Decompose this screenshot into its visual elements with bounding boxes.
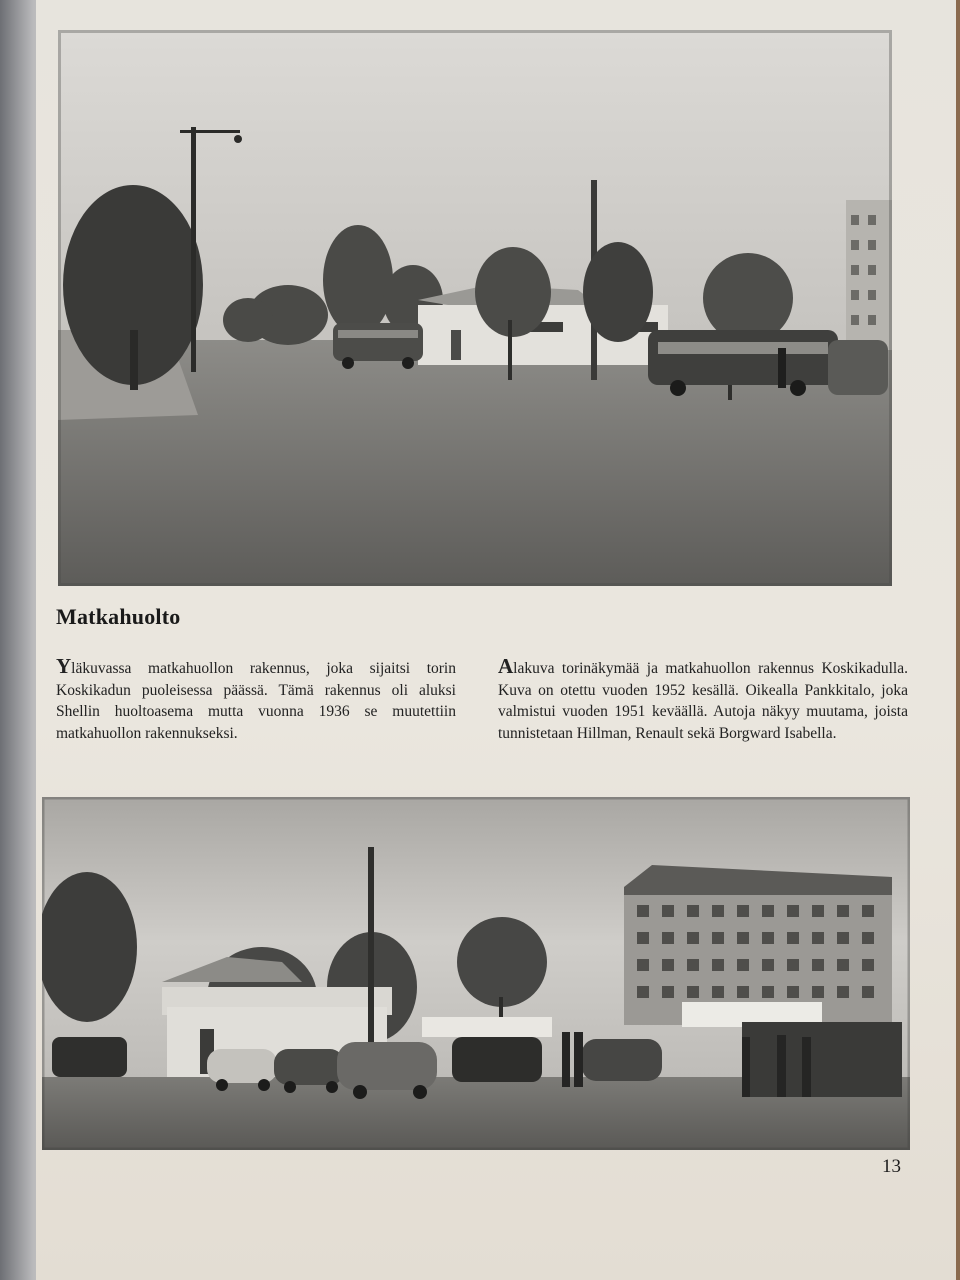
top-photo-scene xyxy=(58,30,892,586)
top-photograph xyxy=(58,30,892,586)
center-tree xyxy=(475,247,551,337)
bottom-photograph xyxy=(42,797,910,1150)
section-heading: Matkahuolto xyxy=(56,604,181,629)
pedestrian xyxy=(778,348,786,388)
right-drop-cap: A xyxy=(498,654,514,678)
car-1 xyxy=(52,1037,127,1077)
car-6 xyxy=(582,1039,662,1081)
right-caption-column xyxy=(498,656,908,744)
left-drop-cap: Y xyxy=(56,654,72,678)
utility-pole xyxy=(191,127,196,372)
car-5 xyxy=(452,1037,542,1082)
right-tree xyxy=(703,253,793,343)
page-number: 13 xyxy=(882,1156,901,1177)
apartment-building xyxy=(846,200,892,350)
center-tree xyxy=(457,917,547,1007)
street-lamp xyxy=(234,135,242,143)
bottom-photo-scene xyxy=(42,797,910,1150)
left-caption-text: läkuvassa matkahuollon rakennus, joka sijaitsi torin Koskikadun puoleisessa päässä. Tämä rakennus oli aluksi Shellin huoltoasema mutta vuonna 1936 se muutettiin matkahuollon rakennukseksi. xyxy=(56,660,456,742)
pankkitalo-building xyxy=(624,865,892,1025)
book-page xyxy=(36,0,956,1280)
left-caption-column xyxy=(56,656,456,744)
right-caption-text: lakuva torinäkymää ja matkahuollon rakennus Koskikadulla. Kuva on otettu vuoden 1952 kesällä. Oikealla Pankkitalo, joka valmistui vuoden 1951 keväällä. Autoja näkyy muutama, joista tunnistetaan Hillman, Renault sekä Borgward Isabella. xyxy=(498,660,908,742)
